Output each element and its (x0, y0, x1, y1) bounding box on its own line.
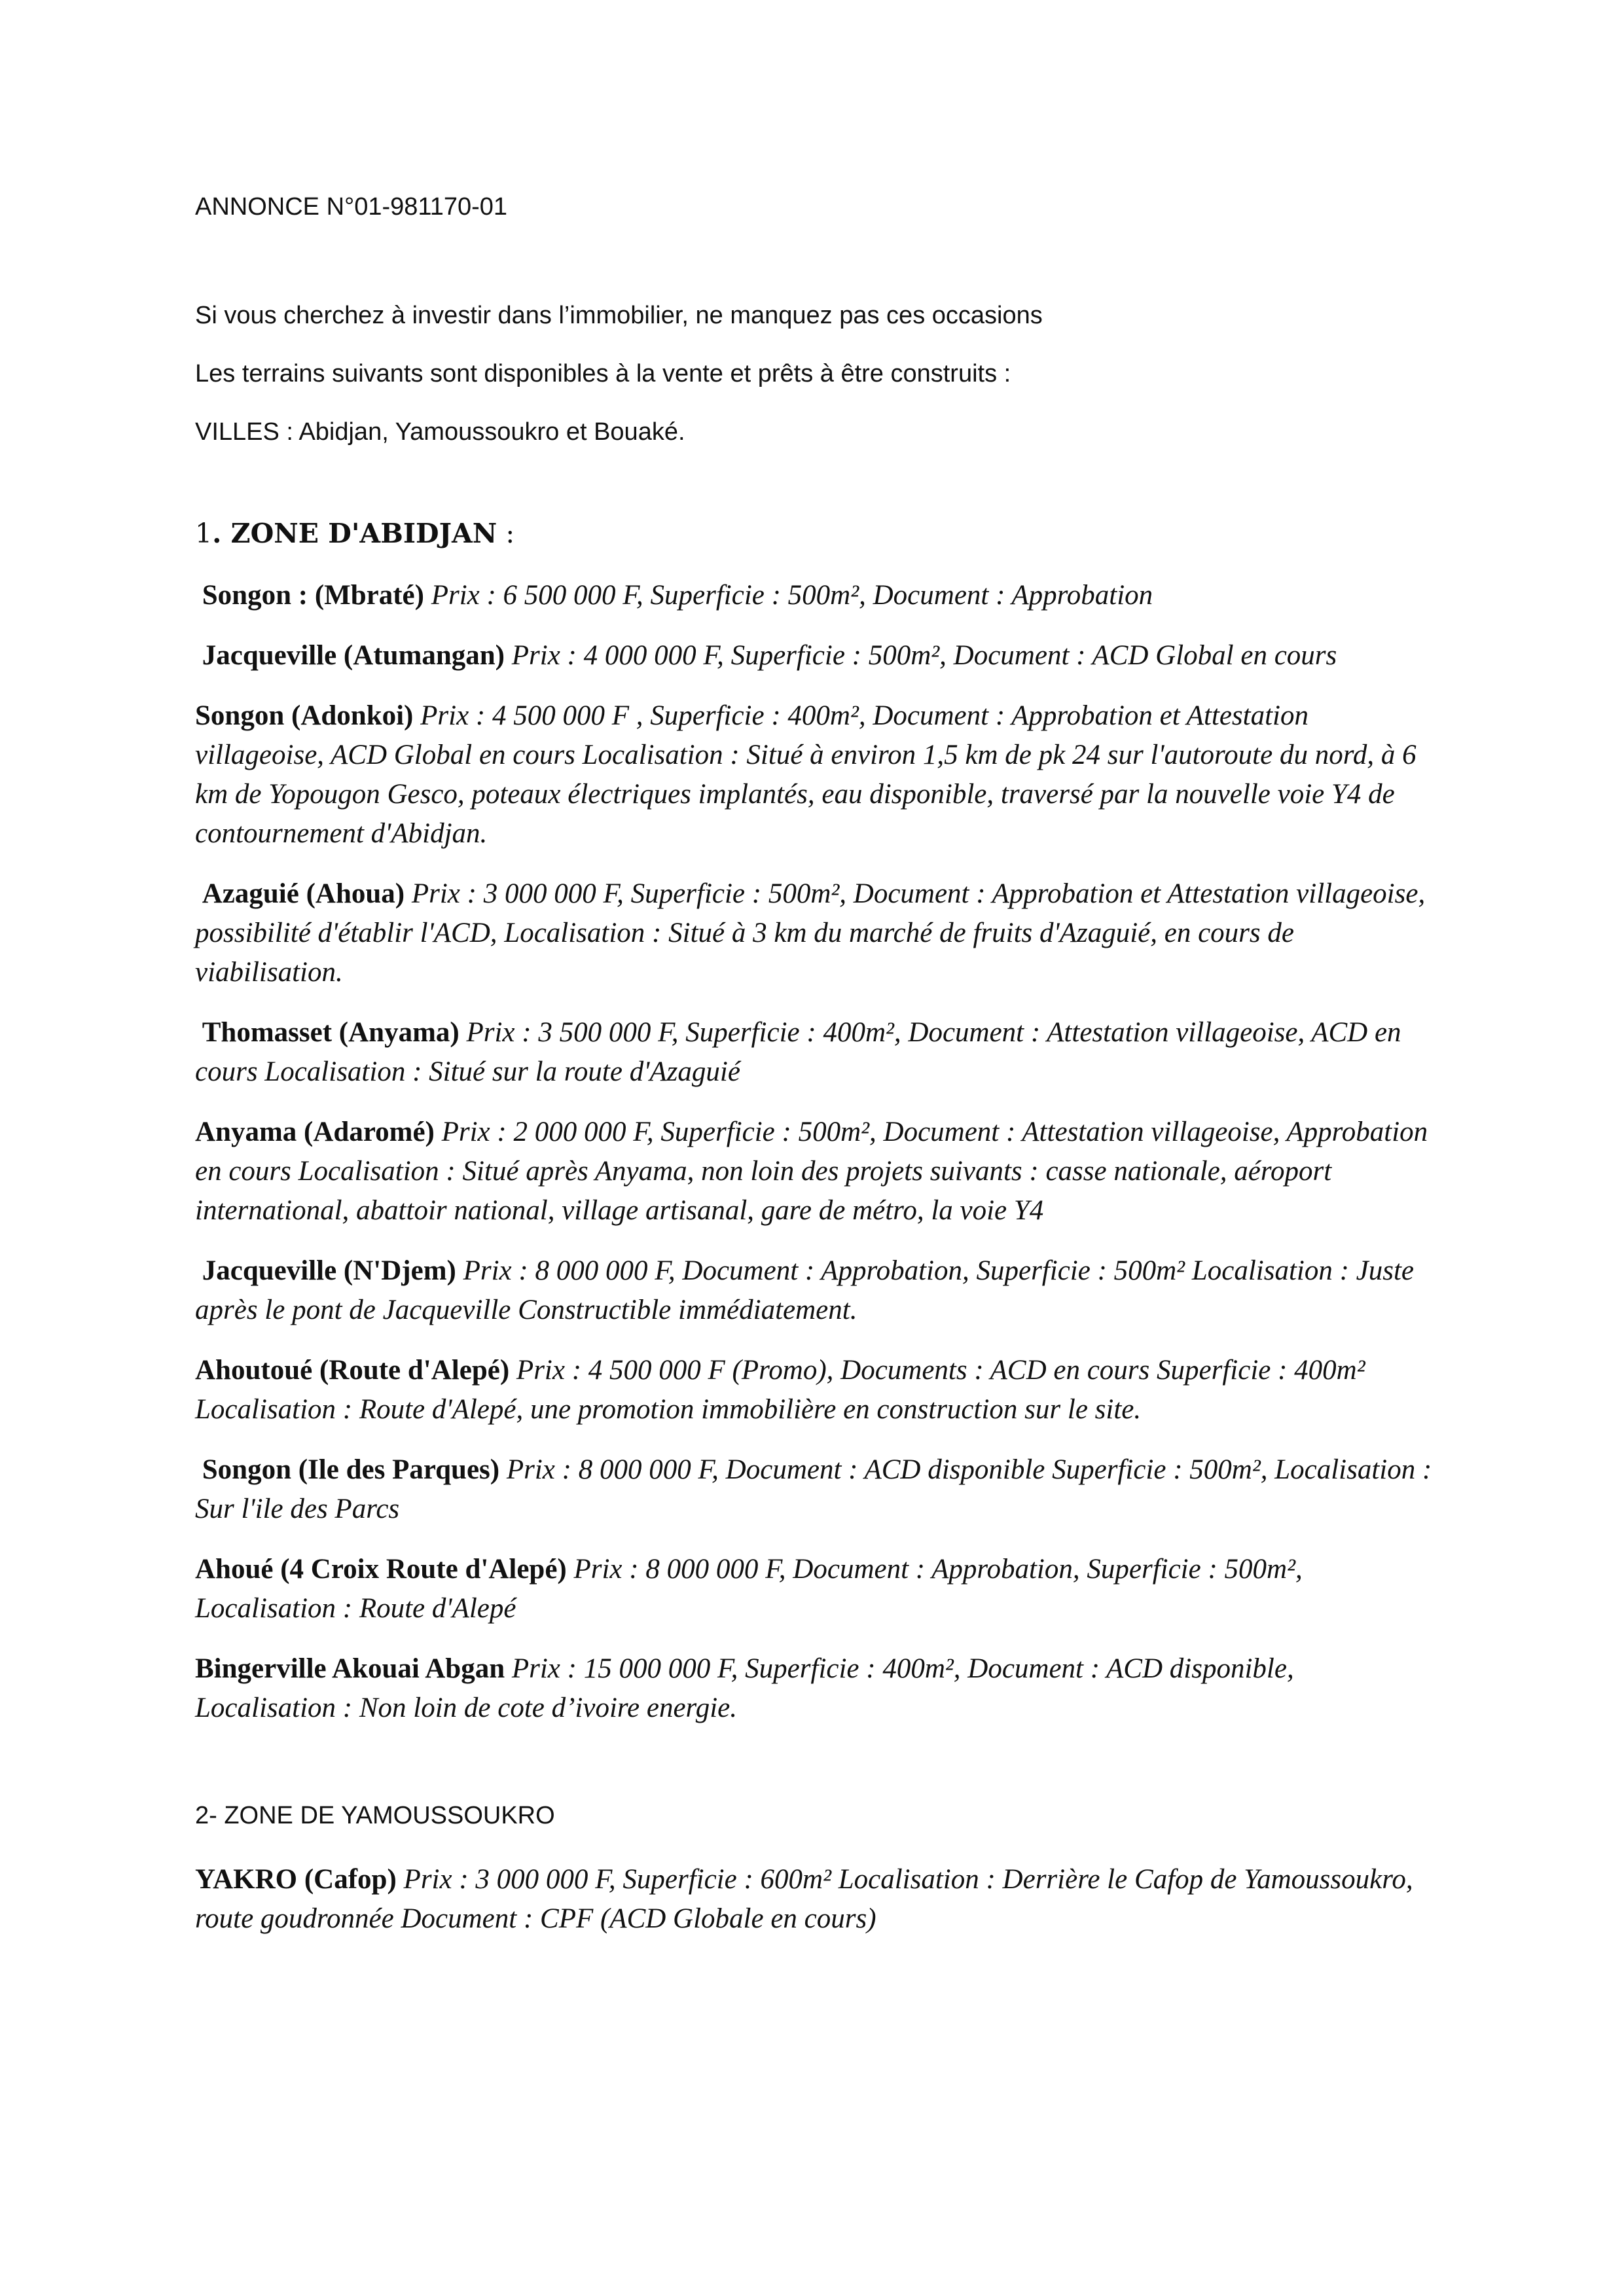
intro-line-2: Les terrains suivants sont disponibles à la vente et prêts à être construits : (195, 360, 1011, 387)
intro-line-1: Si vous cherchez à investir dans l’immobilier, ne manquez pas ces occasions (195, 302, 1043, 329)
listing (195, 1351, 1439, 1429)
listing-details: Prix : 4 500 000 F (Promo), Documents : ACD en cours Superficie : 400m² Localisation : Route d'Alepé, une promotion immobilière en construction sur le site. (195, 1355, 1365, 1425)
listing-name: Ahoutoué (Route d'Alepé) (195, 1355, 510, 1386)
document-body (195, 191, 1439, 1960)
zone-abidjan-listings (195, 576, 1439, 1728)
listing (195, 1860, 1439, 1939)
listing-details: Prix : 8 000 000 F, Document : Approbation, Superficie : 500m², Localisation : Route d'Alepé (195, 1554, 1303, 1624)
listing-name: Jacqueville (Atumangan) (202, 640, 505, 671)
listing (195, 1113, 1439, 1230)
listing-name: Thomasset (Anyama) (202, 1017, 460, 1048)
zone-yamoussoukro-heading: 2- ZONE DE YAMOUSSOUKRO (195, 1802, 555, 1829)
listing-name: Songon (Ile des Parques) (202, 1454, 500, 1485)
listing-details: Prix : 8 000 000 F, Document : Approbation, Superficie : 500m² Localisation : Juste après le pont de Jacqueville Constructible immédiatement. (195, 1255, 1415, 1325)
zone-abidjan-heading (195, 517, 1439, 550)
listing (195, 1550, 1439, 1628)
listing (195, 696, 1439, 853)
listing-name: Jacqueville (N'Djem) (202, 1255, 456, 1286)
zone-abidjan-title: . ZONE D'ABIDJAN (212, 518, 497, 549)
listing (195, 1649, 1439, 1728)
listing-details: Prix : 4 500 000 F , Superficie : 400m², Document : Approbation et Attestation villageoise, ACD Global en cours Localisation : Situé à environ 1,5 km de pk 24 sur l'autoroute du nord, à 6 km de Yopougon Gesco, poteaux électriques implantés, eau disponible, traversé par la nouvelle voie Y4 de contournement d'Abidjan. (195, 700, 1416, 849)
listing-name: Ahoué (4 Croix Route d'Alepé) (195, 1554, 567, 1585)
zone-abidjan-number: 1 (195, 518, 213, 549)
listing-details: Prix : 6 500 000 F, Superficie : 500m², Document : Approbation (424, 580, 1153, 611)
listing-name: Songon : (Mbraté) (202, 580, 424, 611)
listing-name: Bingerville Akouai Abgan (195, 1653, 505, 1684)
listing-details: Prix : 3 000 000 F, Superficie : 600m² Localisation : Derrière le Cafop de Yamoussoukro, route goudronnée Document : CPF (ACD Globale en cours) (195, 1864, 1413, 1934)
listing (195, 1013, 1439, 1092)
listing-name: Songon (Adonkoi) (195, 700, 414, 731)
zone-abidjan-suffix: : (497, 518, 515, 549)
listing-name: Anyama (Adaromé) (195, 1117, 435, 1147)
listing-name: YAKRO (Cafop) (195, 1864, 397, 1895)
listing (195, 576, 1439, 615)
listing-details: Prix : 3 000 000 F, Superficie : 500m², Document : Approbation et Attestation villageoise, possibilité d'établir l'ACD, Localisation : Situé à 3 km du marché de fruits d'Azaguié, en cours de viabilisation. (195, 878, 1426, 988)
listing (195, 636, 1439, 675)
listing-name: Azaguié (Ahoua) (202, 878, 405, 909)
listing (195, 1450, 1439, 1529)
listing (195, 874, 1439, 992)
listing-details: Prix : 3 500 000 F, Superficie : 400m², Document : Attestation villageoise, ACD en cours Localisation : Situé sur la route d'Azaguié (195, 1017, 1401, 1087)
intro-line-3: VILLES : Abidjan, Yamoussoukro et Bouaké. (195, 418, 685, 446)
listing (195, 1251, 1439, 1330)
announcement-title: ANNONCE N°01-981170-01 (195, 193, 508, 221)
listing-details: Prix : 4 000 000 F, Superficie : 500m², Document : ACD Global en cours (505, 640, 1337, 671)
listing-details: Prix : 2 000 000 F, Superficie : 500m², Document : Attestation villageoise, Approbation en cours Localisation : Situé après Anyama, non loin des projets suivants : casse nationale, aéroport international, abattoir national, village artisanal, gare de métro, la voie Y4 (195, 1117, 1428, 1226)
listing-details: Prix : 15 000 000 F, Superficie : 400m², Document : ACD disponible, Localisation : Non loin de cote d’ivoire energie. (195, 1653, 1294, 1723)
listing-details: Prix : 8 000 000 F, Document : ACD disponible Superficie : 500m², Localisation : Sur l'ile des Parcs (195, 1454, 1432, 1524)
zone-yamoussoukro-listings (195, 1860, 1439, 1939)
